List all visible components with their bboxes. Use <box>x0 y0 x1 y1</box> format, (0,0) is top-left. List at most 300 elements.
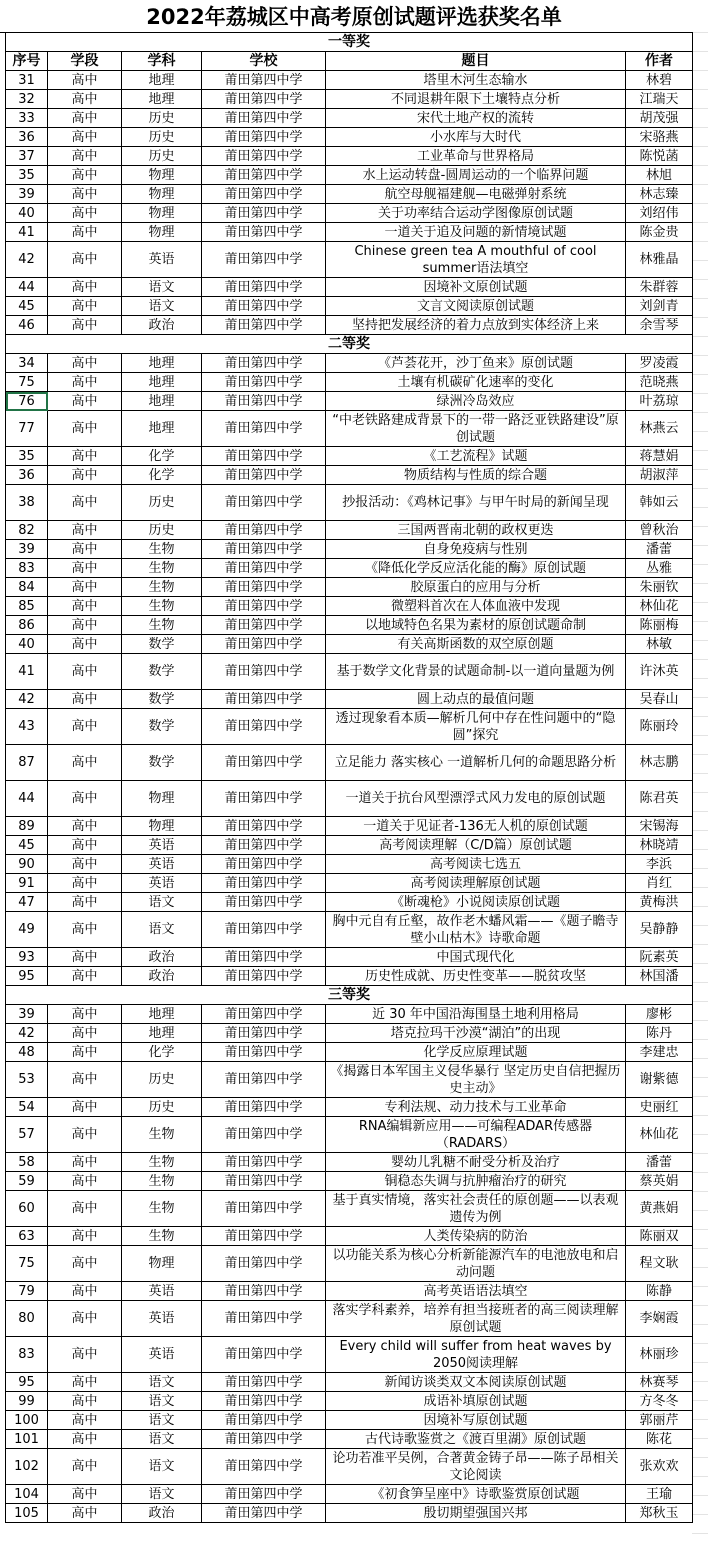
cell-stage[interactable]: 高中 <box>48 373 122 392</box>
cell-author[interactable]: 陈君英 <box>626 781 693 817</box>
cell-school[interactable]: 莆田第四中学 <box>202 578 326 597</box>
cell-author[interactable]: 陈悦菡 <box>626 147 693 166</box>
cell-no[interactable]: 45 <box>6 836 48 855</box>
cell-topic[interactable]: 以功能关系为核心分析新能源汽车的电池放电和启动问题 <box>326 1246 626 1282</box>
section-title[interactable]: 二等奖 <box>6 335 693 354</box>
cell-author[interactable]: 曾秋治 <box>626 521 693 540</box>
cell-topic[interactable]: 以地域特色名果为素材的原创试题命制 <box>326 616 626 635</box>
cell-stage[interactable]: 高中 <box>48 1411 122 1430</box>
cell-topic[interactable]: 基于真实情境，落实社会责任的原创题——以表观遗传为例 <box>326 1191 626 1227</box>
cell-author[interactable]: 林晓靖 <box>626 836 693 855</box>
cell-subject[interactable]: 政治 <box>122 316 202 335</box>
cell-author[interactable]: 陈花 <box>626 1430 693 1449</box>
cell-no[interactable]: 86 <box>6 616 48 635</box>
cell-school[interactable]: 莆田第四中学 <box>202 690 326 709</box>
cell-stage[interactable]: 高中 <box>48 90 122 109</box>
column-header[interactable]: 作者 <box>626 52 693 71</box>
cell-subject[interactable]: 历史 <box>122 147 202 166</box>
cell-school[interactable]: 莆田第四中学 <box>202 242 326 278</box>
cell-topic[interactable]: 《初食笋呈座中》诗歌鉴赏原创试题 <box>326 1485 626 1504</box>
cell-topic[interactable]: 《降低化学反应活化能的酶》原创试题 <box>326 559 626 578</box>
cell-topic[interactable]: 落实学科素养，培养有担当接班者的高三阅读理解原创试题 <box>326 1301 626 1337</box>
cell-school[interactable]: 莆田第四中学 <box>202 485 326 521</box>
cell-author[interactable]: 吴静静 <box>626 912 693 948</box>
cell-topic[interactable]: 关于功率结合运动学图像原创试题 <box>326 204 626 223</box>
column-header[interactable]: 序号 <box>6 52 48 71</box>
cell-topic[interactable]: 近 30 年中国沿海围垦土地利用格局 <box>326 1005 626 1024</box>
cell-topic[interactable]: 历史性成就、历史性变革——脱贫攻坚 <box>326 967 626 986</box>
cell-stage[interactable]: 高中 <box>48 1191 122 1227</box>
cell-stage[interactable]: 高中 <box>48 1282 122 1301</box>
cell-author[interactable]: 蒋慧娟 <box>626 447 693 466</box>
cell-stage[interactable]: 高中 <box>48 745 122 781</box>
cell-author[interactable]: 刘剑青 <box>626 297 693 316</box>
cell-author[interactable]: 余雪琴 <box>626 316 693 335</box>
cell-no[interactable]: 84 <box>6 578 48 597</box>
cell-no[interactable]: 41 <box>6 654 48 690</box>
cell-subject[interactable]: 语文 <box>122 1449 202 1485</box>
cell-stage[interactable]: 高中 <box>48 71 122 90</box>
cell-school[interactable]: 莆田第四中学 <box>202 278 326 297</box>
cell-topic[interactable]: 人类传染病的防治 <box>326 1227 626 1246</box>
cell-author[interactable]: 张欢欢 <box>626 1449 693 1485</box>
cell-stage[interactable]: 高中 <box>48 912 122 948</box>
cell-school[interactable]: 莆田第四中学 <box>202 521 326 540</box>
cell-no[interactable]: 46 <box>6 316 48 335</box>
cell-stage[interactable]: 高中 <box>48 1373 122 1392</box>
cell-topic[interactable]: 高考阅读理解原创试题 <box>326 874 626 893</box>
cell-author[interactable]: 李建忠 <box>626 1043 693 1062</box>
cell-school[interactable]: 莆田第四中学 <box>202 1246 326 1282</box>
cell-school[interactable]: 莆田第四中学 <box>202 1117 326 1153</box>
cell-author[interactable]: 潘蕾 <box>626 540 693 559</box>
cell-topic[interactable]: 《断魂枪》小说阅读原创试题 <box>326 893 626 912</box>
cell-subject[interactable]: 地理 <box>122 1005 202 1024</box>
cell-school[interactable]: 莆田第四中学 <box>202 597 326 616</box>
cell-stage[interactable]: 高中 <box>48 578 122 597</box>
cell-topic[interactable]: 专利法规、动力技术与工业革命 <box>326 1098 626 1117</box>
cell-no[interactable]: 101 <box>6 1430 48 1449</box>
cell-subject[interactable]: 生物 <box>122 540 202 559</box>
cell-stage[interactable]: 高中 <box>48 559 122 578</box>
cell-stage[interactable]: 高中 <box>48 855 122 874</box>
cell-author[interactable]: 林雅晶 <box>626 242 693 278</box>
cell-school[interactable]: 莆田第四中学 <box>202 1337 326 1373</box>
cell-stage[interactable]: 高中 <box>48 874 122 893</box>
cell-author[interactable]: 林仙花 <box>626 597 693 616</box>
cell-topic[interactable]: 基于数学文化背景的试题命制-以一道向量题为例 <box>326 654 626 690</box>
cell-school[interactable]: 莆田第四中学 <box>202 316 326 335</box>
cell-subject[interactable]: 生物 <box>122 616 202 635</box>
cell-subject[interactable]: 物理 <box>122 781 202 817</box>
cell-school[interactable]: 莆田第四中学 <box>202 948 326 967</box>
cell-subject[interactable]: 语文 <box>122 278 202 297</box>
cell-author[interactable]: 史丽红 <box>626 1098 693 1117</box>
cell-stage[interactable]: 高中 <box>48 654 122 690</box>
cell-subject[interactable]: 数学 <box>122 709 202 745</box>
cell-school[interactable]: 莆田第四中学 <box>202 912 326 948</box>
cell-author[interactable]: 陈丽双 <box>626 1227 693 1246</box>
cell-topic[interactable]: 胶原蛋白的应用与分析 <box>326 578 626 597</box>
cell-topic[interactable]: “中老铁路建成背景下的一带一路泛亚铁路建设”原创试题 <box>326 411 626 447</box>
cell-no[interactable]: 95 <box>6 967 48 986</box>
cell-stage[interactable]: 高中 <box>48 392 122 411</box>
cell-no[interactable]: 49 <box>6 912 48 948</box>
cell-school[interactable]: 莆田第四中学 <box>202 559 326 578</box>
cell-author[interactable]: 郑秋玉 <box>626 1504 693 1523</box>
cell-no[interactable]: 40 <box>6 635 48 654</box>
cell-subject[interactable]: 生物 <box>122 559 202 578</box>
cell-topic[interactable]: 一道关于抗台风型漂浮式风力发电的原创试题 <box>326 781 626 817</box>
cell-no[interactable]: 82 <box>6 521 48 540</box>
cell-subject[interactable]: 生物 <box>122 1153 202 1172</box>
cell-school[interactable]: 莆田第四中学 <box>202 1411 326 1430</box>
cell-author[interactable]: 王瑜 <box>626 1485 693 1504</box>
cell-stage[interactable]: 高中 <box>48 1005 122 1024</box>
cell-subject[interactable]: 地理 <box>122 373 202 392</box>
cell-topic[interactable]: 塔克拉玛干沙漠“湖泊”的出现 <box>326 1024 626 1043</box>
cell-school[interactable]: 莆田第四中学 <box>202 147 326 166</box>
cell-no[interactable]: 42 <box>6 242 48 278</box>
cell-subject[interactable]: 物理 <box>122 204 202 223</box>
cell-topic[interactable]: 航空母舰福建舰—电磁弹射系统 <box>326 185 626 204</box>
cell-school[interactable]: 莆田第四中学 <box>202 1485 326 1504</box>
cell-stage[interactable]: 高中 <box>48 1392 122 1411</box>
cell-topic[interactable]: 婴幼儿乳糖不耐受分析及治疗 <box>326 1153 626 1172</box>
cell-no[interactable]: 44 <box>6 781 48 817</box>
cell-topic[interactable]: 因境补写原创试题 <box>326 1411 626 1430</box>
cell-topic[interactable]: 文言文阅读原创试题 <box>326 297 626 316</box>
cell-author[interactable]: 陈丽梅 <box>626 616 693 635</box>
cell-school[interactable]: 莆田第四中学 <box>202 817 326 836</box>
cell-topic[interactable]: 坚持把发展经济的着力点放到实体经济上来 <box>326 316 626 335</box>
cell-author[interactable]: 阮素英 <box>626 948 693 967</box>
cell-school[interactable]: 莆田第四中学 <box>202 616 326 635</box>
cell-school[interactable]: 莆田第四中学 <box>202 1449 326 1485</box>
cell-subject[interactable]: 地理 <box>122 1024 202 1043</box>
cell-no[interactable]: 89 <box>6 817 48 836</box>
cell-author[interactable]: 刘绍伟 <box>626 204 693 223</box>
cell-no[interactable]: 57 <box>6 1117 48 1153</box>
cell-topic[interactable]: 圆上动点的最值问题 <box>326 690 626 709</box>
cell-subject[interactable]: 语文 <box>122 893 202 912</box>
cell-author[interactable]: 宋锡海 <box>626 817 693 836</box>
cell-author[interactable]: 谢紫德 <box>626 1062 693 1098</box>
cell-school[interactable]: 莆田第四中学 <box>202 109 326 128</box>
cell-subject[interactable]: 生物 <box>122 1117 202 1153</box>
cell-stage[interactable]: 高中 <box>48 223 122 242</box>
cell-school[interactable]: 莆田第四中学 <box>202 90 326 109</box>
cell-author[interactable]: 林敏 <box>626 635 693 654</box>
cell-topic[interactable]: 因境补文原创试题 <box>326 278 626 297</box>
cell-stage[interactable]: 高中 <box>48 278 122 297</box>
cell-topic[interactable]: 绿洲冷岛效应 <box>326 392 626 411</box>
cell-subject[interactable]: 地理 <box>122 392 202 411</box>
cell-no[interactable]: 35 <box>6 447 48 466</box>
cell-no[interactable]: 60 <box>6 1191 48 1227</box>
cell-stage[interactable]: 高中 <box>48 836 122 855</box>
cell-author[interactable]: 江瑞天 <box>626 90 693 109</box>
cell-no[interactable]: 36 <box>6 466 48 485</box>
cell-no[interactable]: 54 <box>6 1098 48 1117</box>
cell-school[interactable]: 莆田第四中学 <box>202 1153 326 1172</box>
cell-subject[interactable]: 语文 <box>122 297 202 316</box>
cell-author[interactable]: 林丽珍 <box>626 1337 693 1373</box>
cell-subject[interactable]: 地理 <box>122 411 202 447</box>
cell-stage[interactable]: 高中 <box>48 1043 122 1062</box>
cell-no[interactable]: 76 <box>6 392 48 411</box>
cell-stage[interactable]: 高中 <box>48 242 122 278</box>
cell-author[interactable]: 林志鹏 <box>626 745 693 781</box>
cell-school[interactable]: 莆田第四中学 <box>202 745 326 781</box>
cell-author[interactable]: 韩如云 <box>626 485 693 521</box>
cell-stage[interactable]: 高中 <box>48 967 122 986</box>
cell-topic[interactable]: 胸中元自有丘壑，故作老木蟠风霜——《题子瞻寺壁小山枯木》诗歌命题 <box>326 912 626 948</box>
cell-school[interactable]: 莆田第四中学 <box>202 654 326 690</box>
cell-subject[interactable]: 英语 <box>122 874 202 893</box>
cell-subject[interactable]: 化学 <box>122 447 202 466</box>
cell-subject[interactable]: 物理 <box>122 185 202 204</box>
cell-topic[interactable]: 成语补填原创试题 <box>326 1392 626 1411</box>
cell-no[interactable]: 42 <box>6 690 48 709</box>
cell-no[interactable]: 33 <box>6 109 48 128</box>
cell-stage[interactable]: 高中 <box>48 1301 122 1337</box>
cell-topic[interactable]: 古代诗歌鉴赏之《渡百里湖》原创试题 <box>326 1430 626 1449</box>
cell-school[interactable]: 莆田第四中学 <box>202 373 326 392</box>
cell-author[interactable]: 林碧 <box>626 71 693 90</box>
cell-no[interactable]: 42 <box>6 1024 48 1043</box>
cell-stage[interactable]: 高中 <box>48 1449 122 1485</box>
cell-no[interactable]: 53 <box>6 1062 48 1098</box>
cell-school[interactable]: 莆田第四中学 <box>202 1282 326 1301</box>
cell-author[interactable]: 陈静 <box>626 1282 693 1301</box>
cell-school[interactable]: 莆田第四中学 <box>202 1024 326 1043</box>
cell-subject[interactable]: 英语 <box>122 1282 202 1301</box>
cell-subject[interactable]: 历史 <box>122 128 202 147</box>
cell-subject[interactable]: 地理 <box>122 354 202 373</box>
cell-topic[interactable]: 有关高斯函数的双空原创题 <box>326 635 626 654</box>
cell-no[interactable]: 40 <box>6 204 48 223</box>
cell-topic[interactable]: 铜稳态失调与抗肿瘤治疗的研究 <box>326 1172 626 1191</box>
cell-school[interactable]: 莆田第四中学 <box>202 836 326 855</box>
cell-no[interactable]: 83 <box>6 559 48 578</box>
cell-topic[interactable]: 《芦荟花开，沙丁鱼来》原创试题 <box>326 354 626 373</box>
cell-subject[interactable]: 生物 <box>122 1191 202 1227</box>
cell-subject[interactable]: 历史 <box>122 521 202 540</box>
cell-topic[interactable]: 化学反应原理试题 <box>326 1043 626 1062</box>
cell-author[interactable]: 肖红 <box>626 874 693 893</box>
cell-no[interactable]: 44 <box>6 278 48 297</box>
cell-school[interactable]: 莆田第四中学 <box>202 466 326 485</box>
cell-school[interactable]: 莆田第四中学 <box>202 1504 326 1523</box>
cell-topic[interactable]: Chinese green tea A mouthful of cool summer语法填空 <box>326 242 626 278</box>
cell-subject[interactable]: 历史 <box>122 1098 202 1117</box>
cell-stage[interactable]: 高中 <box>48 1024 122 1043</box>
cell-topic[interactable]: 一道关于见证者-136无人机的原创试题 <box>326 817 626 836</box>
cell-no[interactable]: 80 <box>6 1301 48 1337</box>
cell-stage[interactable]: 高中 <box>48 1117 122 1153</box>
cell-school[interactable]: 莆田第四中学 <box>202 1005 326 1024</box>
section-title[interactable]: 三等奖 <box>6 986 693 1005</box>
cell-no[interactable]: 90 <box>6 855 48 874</box>
cell-stage[interactable]: 高中 <box>48 447 122 466</box>
cell-school[interactable]: 莆田第四中学 <box>202 1227 326 1246</box>
cell-subject[interactable]: 政治 <box>122 948 202 967</box>
cell-no[interactable]: 87 <box>6 745 48 781</box>
cell-subject[interactable]: 化学 <box>122 1043 202 1062</box>
cell-subject[interactable]: 英语 <box>122 855 202 874</box>
cell-stage[interactable]: 高中 <box>48 1246 122 1282</box>
cell-stage[interactable]: 高中 <box>48 781 122 817</box>
cell-author[interactable]: 林赛琴 <box>626 1373 693 1392</box>
cell-subject[interactable]: 英语 <box>122 1301 202 1337</box>
cell-topic[interactable]: 不同退耕年限下土壤特点分析 <box>326 90 626 109</box>
cell-author[interactable]: 朱丽钦 <box>626 578 693 597</box>
cell-subject[interactable]: 历史 <box>122 1062 202 1098</box>
cell-school[interactable]: 莆田第四中学 <box>202 1062 326 1098</box>
column-header[interactable]: 学段 <box>48 52 122 71</box>
cell-topic[interactable]: 三国两晋南北朝的政权更迭 <box>326 521 626 540</box>
cell-stage[interactable]: 高中 <box>48 128 122 147</box>
cell-no[interactable]: 100 <box>6 1411 48 1430</box>
cell-topic[interactable]: 一道关于追及问题的新情境试题 <box>326 223 626 242</box>
cell-author[interactable]: 林志臻 <box>626 185 693 204</box>
cell-school[interactable]: 莆田第四中学 <box>202 1301 326 1337</box>
cell-school[interactable]: 莆田第四中学 <box>202 447 326 466</box>
cell-author[interactable]: 陈丹 <box>626 1024 693 1043</box>
cell-subject[interactable]: 数学 <box>122 745 202 781</box>
cell-topic[interactable]: 自身免疫病与性别 <box>326 540 626 559</box>
cell-no[interactable]: 75 <box>6 373 48 392</box>
cell-topic[interactable]: 《揭露日本军国主义侵华暴行 坚定历史自信把握历史主动》 <box>326 1062 626 1098</box>
cell-school[interactable]: 莆田第四中学 <box>202 1430 326 1449</box>
cell-school[interactable]: 莆田第四中学 <box>202 128 326 147</box>
cell-stage[interactable]: 高中 <box>48 411 122 447</box>
cell-no[interactable]: 38 <box>6 485 48 521</box>
cell-author[interactable]: 黄梅洪 <box>626 893 693 912</box>
cell-stage[interactable]: 高中 <box>48 185 122 204</box>
column-header[interactable]: 题目 <box>326 52 626 71</box>
cell-school[interactable]: 莆田第四中学 <box>202 392 326 411</box>
cell-topic[interactable]: 物质结构与性质的综合题 <box>326 466 626 485</box>
cell-no[interactable]: 37 <box>6 147 48 166</box>
cell-school[interactable]: 莆田第四中学 <box>202 1373 326 1392</box>
cell-subject[interactable]: 地理 <box>122 71 202 90</box>
cell-stage[interactable]: 高中 <box>48 690 122 709</box>
cell-stage[interactable]: 高中 <box>48 709 122 745</box>
cell-author[interactable]: 许沐英 <box>626 654 693 690</box>
cell-no[interactable]: 83 <box>6 1337 48 1373</box>
cell-stage[interactable]: 高中 <box>48 635 122 654</box>
cell-author[interactable]: 陈丽玲 <box>626 709 693 745</box>
cell-author[interactable]: 方冬冬 <box>626 1392 693 1411</box>
cell-topic[interactable]: 中国式现代化 <box>326 948 626 967</box>
cell-topic[interactable]: 宋代土地产权的流转 <box>326 109 626 128</box>
cell-author[interactable]: 李娴霞 <box>626 1301 693 1337</box>
cell-stage[interactable]: 高中 <box>48 1430 122 1449</box>
cell-stage[interactable]: 高中 <box>48 1227 122 1246</box>
cell-no[interactable]: 39 <box>6 1005 48 1024</box>
cell-subject[interactable]: 政治 <box>122 967 202 986</box>
cell-no[interactable]: 58 <box>6 1153 48 1172</box>
cell-stage[interactable]: 高中 <box>48 521 122 540</box>
cell-no[interactable]: 95 <box>6 1373 48 1392</box>
cell-no[interactable]: 43 <box>6 709 48 745</box>
cell-topic[interactable]: 水上运动转盘-圆周运动的一个临界问题 <box>326 166 626 185</box>
cell-school[interactable]: 莆田第四中学 <box>202 540 326 559</box>
cell-school[interactable]: 莆田第四中学 <box>202 893 326 912</box>
cell-subject[interactable]: 数学 <box>122 654 202 690</box>
cell-school[interactable]: 莆田第四中学 <box>202 709 326 745</box>
cell-subject[interactable]: 历史 <box>122 485 202 521</box>
cell-no[interactable]: 105 <box>6 1504 48 1523</box>
cell-topic[interactable]: 论功若准平吴例，合著黄金铸子昂——陈子昂相关文论阅读 <box>326 1449 626 1485</box>
cell-school[interactable]: 莆田第四中学 <box>202 635 326 654</box>
cell-author[interactable]: 程文耿 <box>626 1246 693 1282</box>
cell-author[interactable]: 林仙花 <box>626 1117 693 1153</box>
cell-stage[interactable]: 高中 <box>48 166 122 185</box>
cell-topic[interactable]: 工业革命与世界格局 <box>326 147 626 166</box>
cell-subject[interactable]: 生物 <box>122 1227 202 1246</box>
cell-school[interactable]: 莆田第四中学 <box>202 297 326 316</box>
cell-stage[interactable]: 高中 <box>48 204 122 223</box>
cell-topic[interactable]: 小水库与大时代 <box>326 128 626 147</box>
cell-author[interactable]: 吴春山 <box>626 690 693 709</box>
cell-stage[interactable]: 高中 <box>48 817 122 836</box>
cell-subject[interactable]: 政治 <box>122 1504 202 1523</box>
cell-author[interactable]: 郭丽芹 <box>626 1411 693 1430</box>
cell-author[interactable]: 朱群蓉 <box>626 278 693 297</box>
cell-author[interactable]: 林国潘 <box>626 967 693 986</box>
cell-stage[interactable]: 高中 <box>48 1172 122 1191</box>
cell-author[interactable]: 李浜 <box>626 855 693 874</box>
cell-subject[interactable]: 物理 <box>122 223 202 242</box>
cell-topic[interactable]: 《工艺流程》试题 <box>326 447 626 466</box>
cell-stage[interactable]: 高中 <box>48 354 122 373</box>
cell-author[interactable]: 林燕云 <box>626 411 693 447</box>
cell-no[interactable]: 104 <box>6 1485 48 1504</box>
cell-subject[interactable]: 物理 <box>122 166 202 185</box>
cell-author[interactable]: 廖彬 <box>626 1005 693 1024</box>
cell-subject[interactable]: 物理 <box>122 1246 202 1282</box>
cell-author[interactable]: 林旭 <box>626 166 693 185</box>
cell-school[interactable]: 莆田第四中学 <box>202 874 326 893</box>
cell-subject[interactable]: 语文 <box>122 1430 202 1449</box>
cell-no[interactable]: 79 <box>6 1282 48 1301</box>
cell-subject[interactable]: 英语 <box>122 242 202 278</box>
cell-school[interactable]: 莆田第四中学 <box>202 223 326 242</box>
cell-topic[interactable]: 立足能力 落实核心 一道解析几何的命题思路分析 <box>326 745 626 781</box>
cell-no[interactable]: 31 <box>6 71 48 90</box>
cell-school[interactable]: 莆田第四中学 <box>202 1191 326 1227</box>
cell-stage[interactable]: 高中 <box>48 597 122 616</box>
cell-topic[interactable]: 透过现象看本质—解析几何中存在性问题中的“隐圆”探究 <box>326 709 626 745</box>
cell-subject[interactable]: 语文 <box>122 1485 202 1504</box>
cell-subject[interactable]: 数学 <box>122 690 202 709</box>
cell-school[interactable]: 莆田第四中学 <box>202 354 326 373</box>
cell-stage[interactable]: 高中 <box>48 1062 122 1098</box>
cell-author[interactable]: 罗凌霞 <box>626 354 693 373</box>
cell-subject[interactable]: 生物 <box>122 1172 202 1191</box>
cell-subject[interactable]: 语文 <box>122 1411 202 1430</box>
cell-author[interactable]: 叶荔琼 <box>626 392 693 411</box>
cell-stage[interactable]: 高中 <box>48 466 122 485</box>
cell-no[interactable]: 59 <box>6 1172 48 1191</box>
column-header[interactable]: 学科 <box>122 52 202 71</box>
cell-school[interactable]: 莆田第四中学 <box>202 967 326 986</box>
cell-no[interactable]: 35 <box>6 166 48 185</box>
cell-topic[interactable]: 高考阅读七选五 <box>326 855 626 874</box>
